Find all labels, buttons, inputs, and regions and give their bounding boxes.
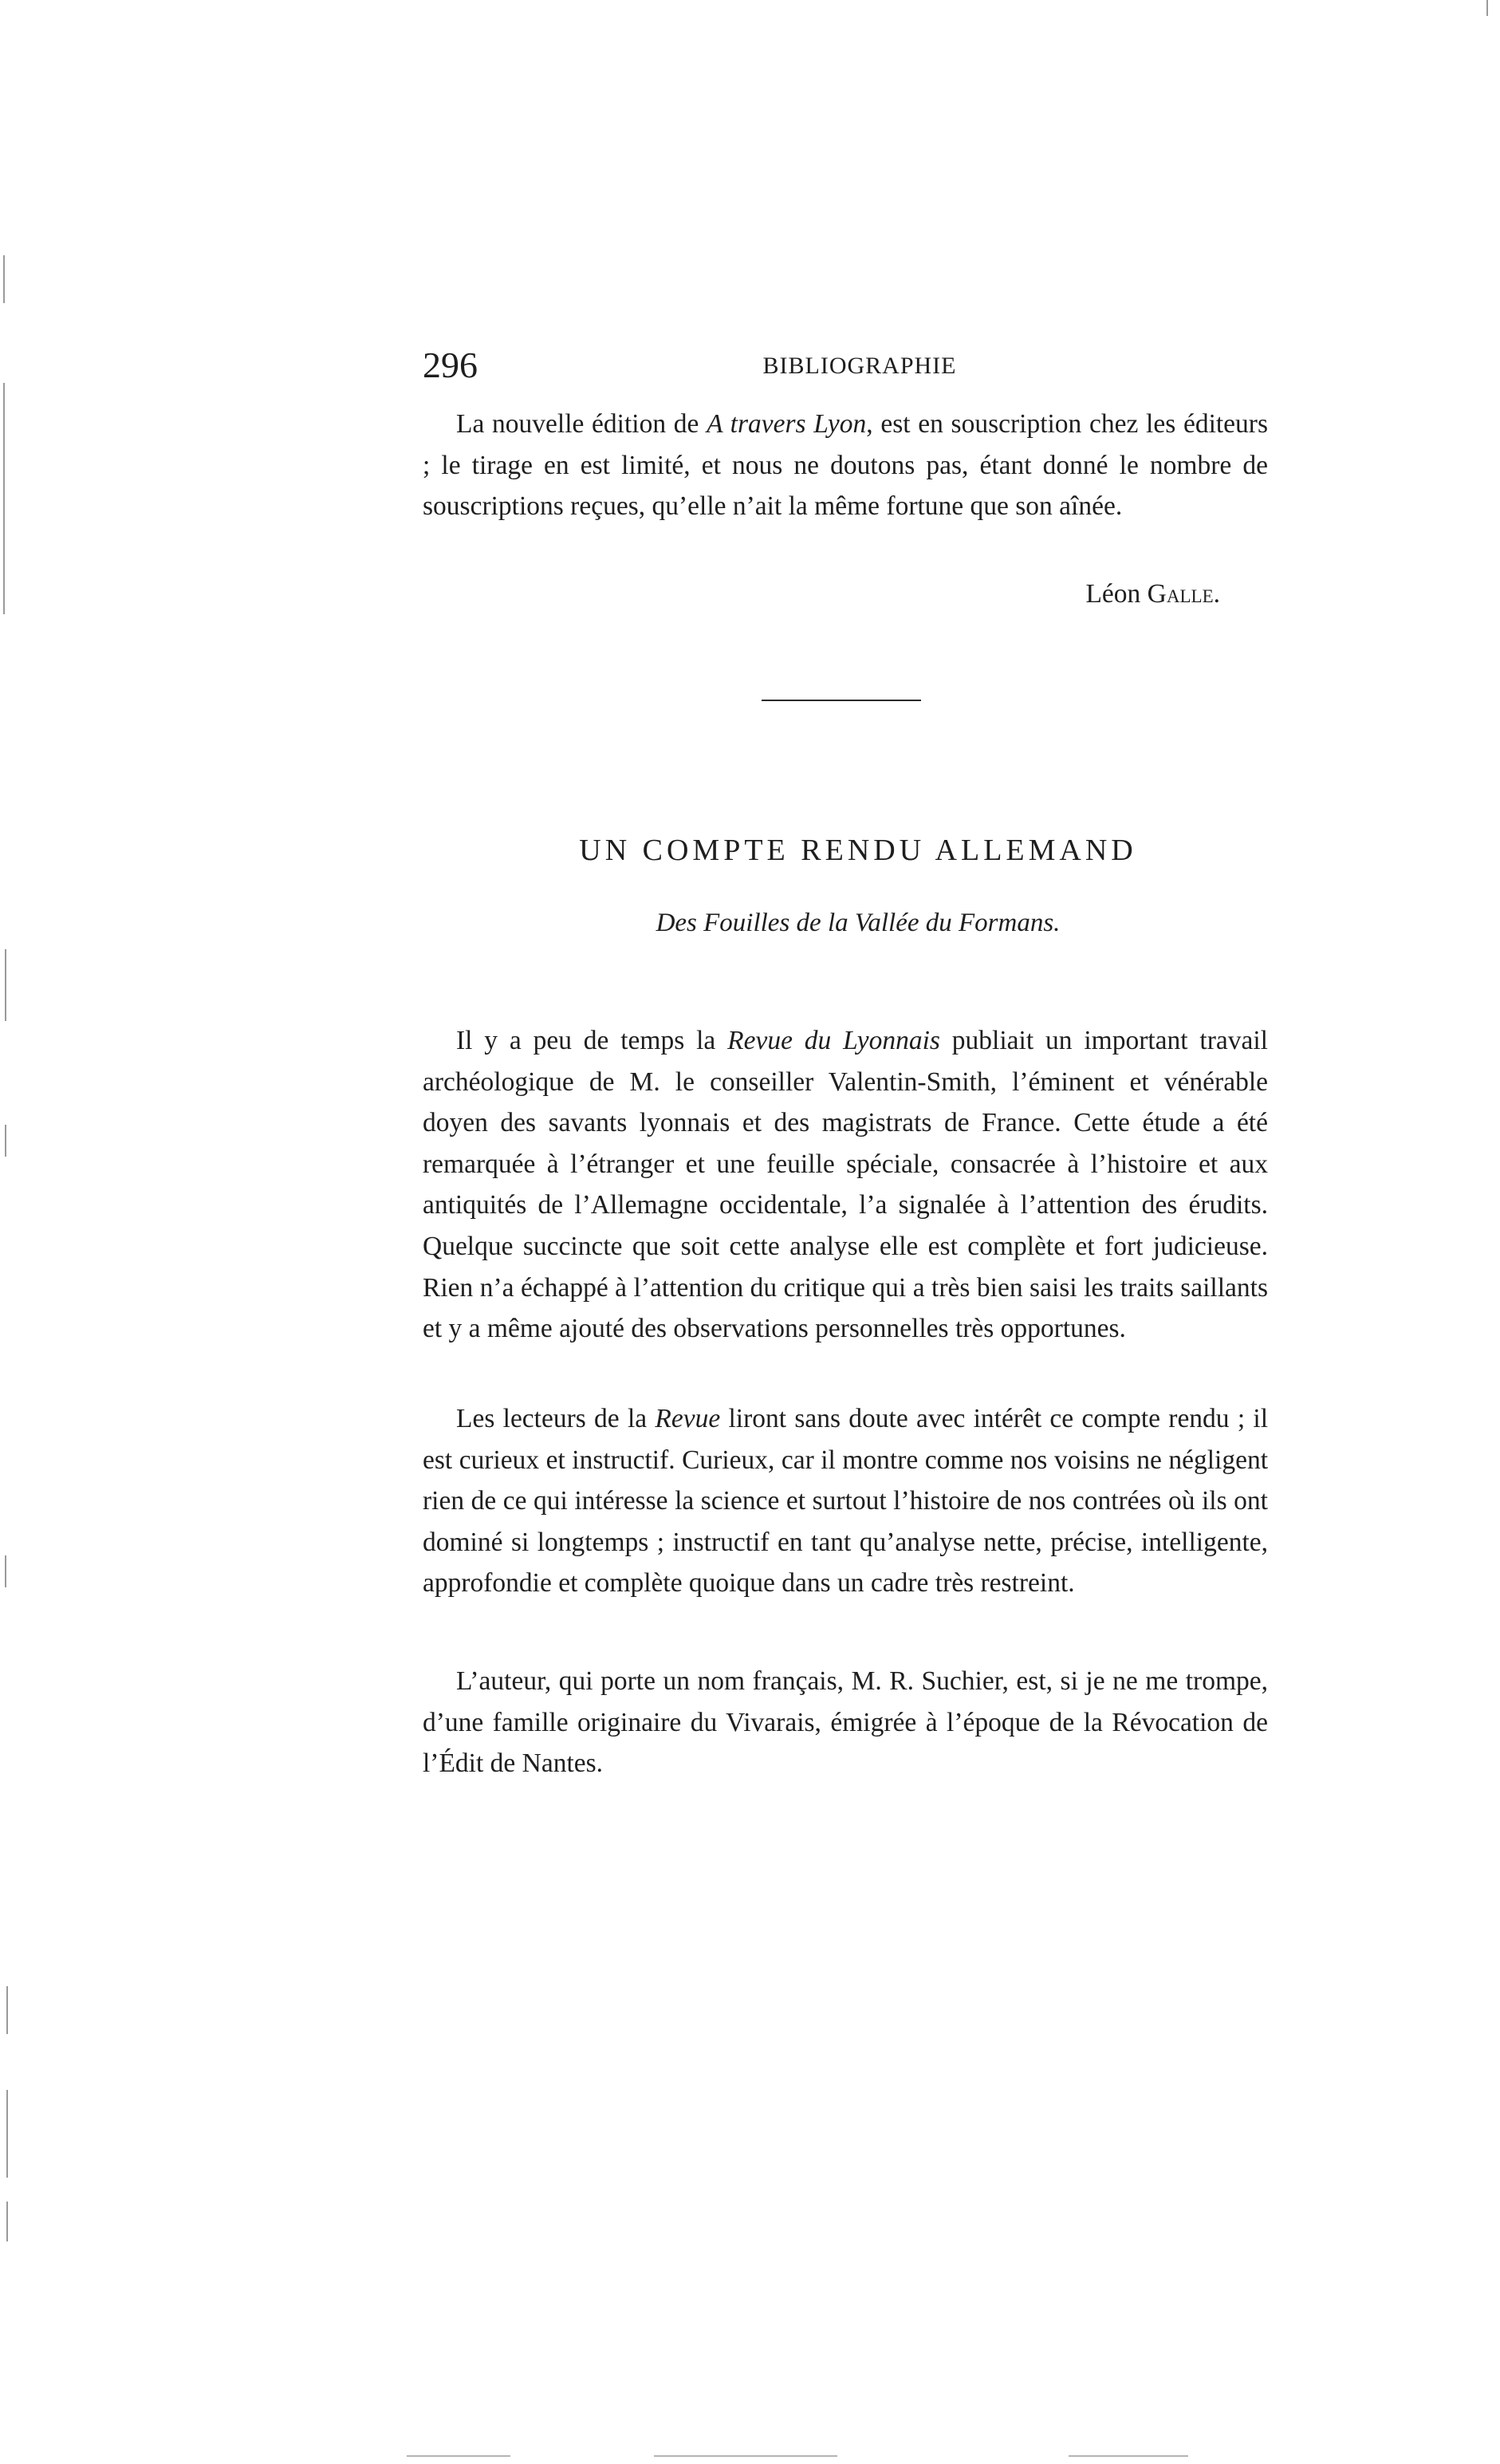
scan-edge-mark (3, 383, 5, 614)
scan-edge-mark (654, 2455, 837, 2457)
paragraph-1-text-start: La nouvelle édition de (456, 409, 707, 439)
paragraph-3 (423, 1398, 1268, 1604)
scan-edge-mark (5, 1125, 6, 1157)
scan-edge-mark (6, 1986, 8, 2034)
paragraph-2 (423, 1020, 1268, 1350)
paragraph-1 (423, 404, 1268, 527)
section-title: UN COMPTE RENDU ALLEMAND (579, 834, 1137, 867)
paragraph-3-text-end: liront sans doute avec intérêt ce compte rendu ; il est curieux et instructif. Curieux, car il montre comme nos voisins ne négligent rien de ce qui intéresse la science et surtout l’histoire de nos contrées où ils ont dominé si longtemps ; instructif en tant qu’analyse nette, précise, intelligente, approfondie et complète quoique dans un cadre très restreint. (423, 1404, 1269, 1599)
scan-edge-mark (6, 2202, 8, 2241)
paragraph-2-text (423, 1020, 1268, 1350)
section-divider (762, 700, 921, 701)
scan-edge-mark (6, 2090, 8, 2178)
page-number: 296 (423, 345, 478, 385)
signature-first-name: Léon (1085, 579, 1148, 609)
running-head: BIBLIOGRAPHIE (762, 353, 957, 379)
scan-edge-mark (407, 2455, 510, 2457)
signature-last-name: Galle (1147, 579, 1214, 609)
author-signature (423, 574, 1220, 614)
page-header (423, 341, 1268, 389)
paragraph-4-text: L’auteur, qui porte un nom français, M. R. Suchier, est, si je ne me trompe, d’une famille originaire du Vivarais, émigrée à l’époque de la Révocation de l’Édit de Nantes. (423, 1666, 1268, 1779)
journal-title-revue-du-lyonnais: Revue du Lyonnais (727, 1026, 940, 1055)
scan-edge-mark (1486, 0, 1488, 16)
scan-edge-mark (3, 255, 5, 303)
paragraph-1-text-end: , est en souscription chez les éditeurs ; le tirage en est limité, et nous ne doutons pas, étant donné le nombre de souscriptions reçues, qu’elle n’ait la même fortune que son aînée. (423, 409, 1268, 522)
paragraph-4 (423, 1661, 1268, 1784)
paragraph-2-text-start: Il y a peu de temps la (456, 1026, 728, 1055)
book-title-a-travers-lyon: A travers Lyon (707, 409, 867, 439)
signature-period: . (1213, 579, 1220, 609)
paragraph-2-text-end: publiait un important travail archéologique de M. le conseiller Valentin-Smith, l’éminent et vénérable doyen des savants lyonnais et des magistrats de France. Cette étude a été remarquée à l’étranger et une feuille spéciale, consacrée à l’histoire et aux antiquités de l’Allemagne occidentale, l’a signalée à l’attention des érudits. Quelque succincte que soit cette analyse elle est complète et fort judicieuse. Rien n’a échappé à l’attention du critique qui a très bien saisi les traits saillants et y a même ajouté des observations personnelles très opportunes. (423, 1026, 1268, 1344)
paragraph-3-text-start: Les lecteurs de la (456, 1404, 656, 1433)
scan-edge-mark (5, 949, 6, 1021)
paragraph-1-text (423, 404, 1268, 527)
paragraph-3-text (423, 1398, 1268, 1604)
scan-edge-mark (1069, 2455, 1188, 2457)
scan-edge-mark (5, 1555, 6, 1587)
section-subtitle: Des Fouilles de la Vallée du Formans. (656, 909, 1061, 937)
journal-title-revue: Revue (655, 1404, 721, 1433)
